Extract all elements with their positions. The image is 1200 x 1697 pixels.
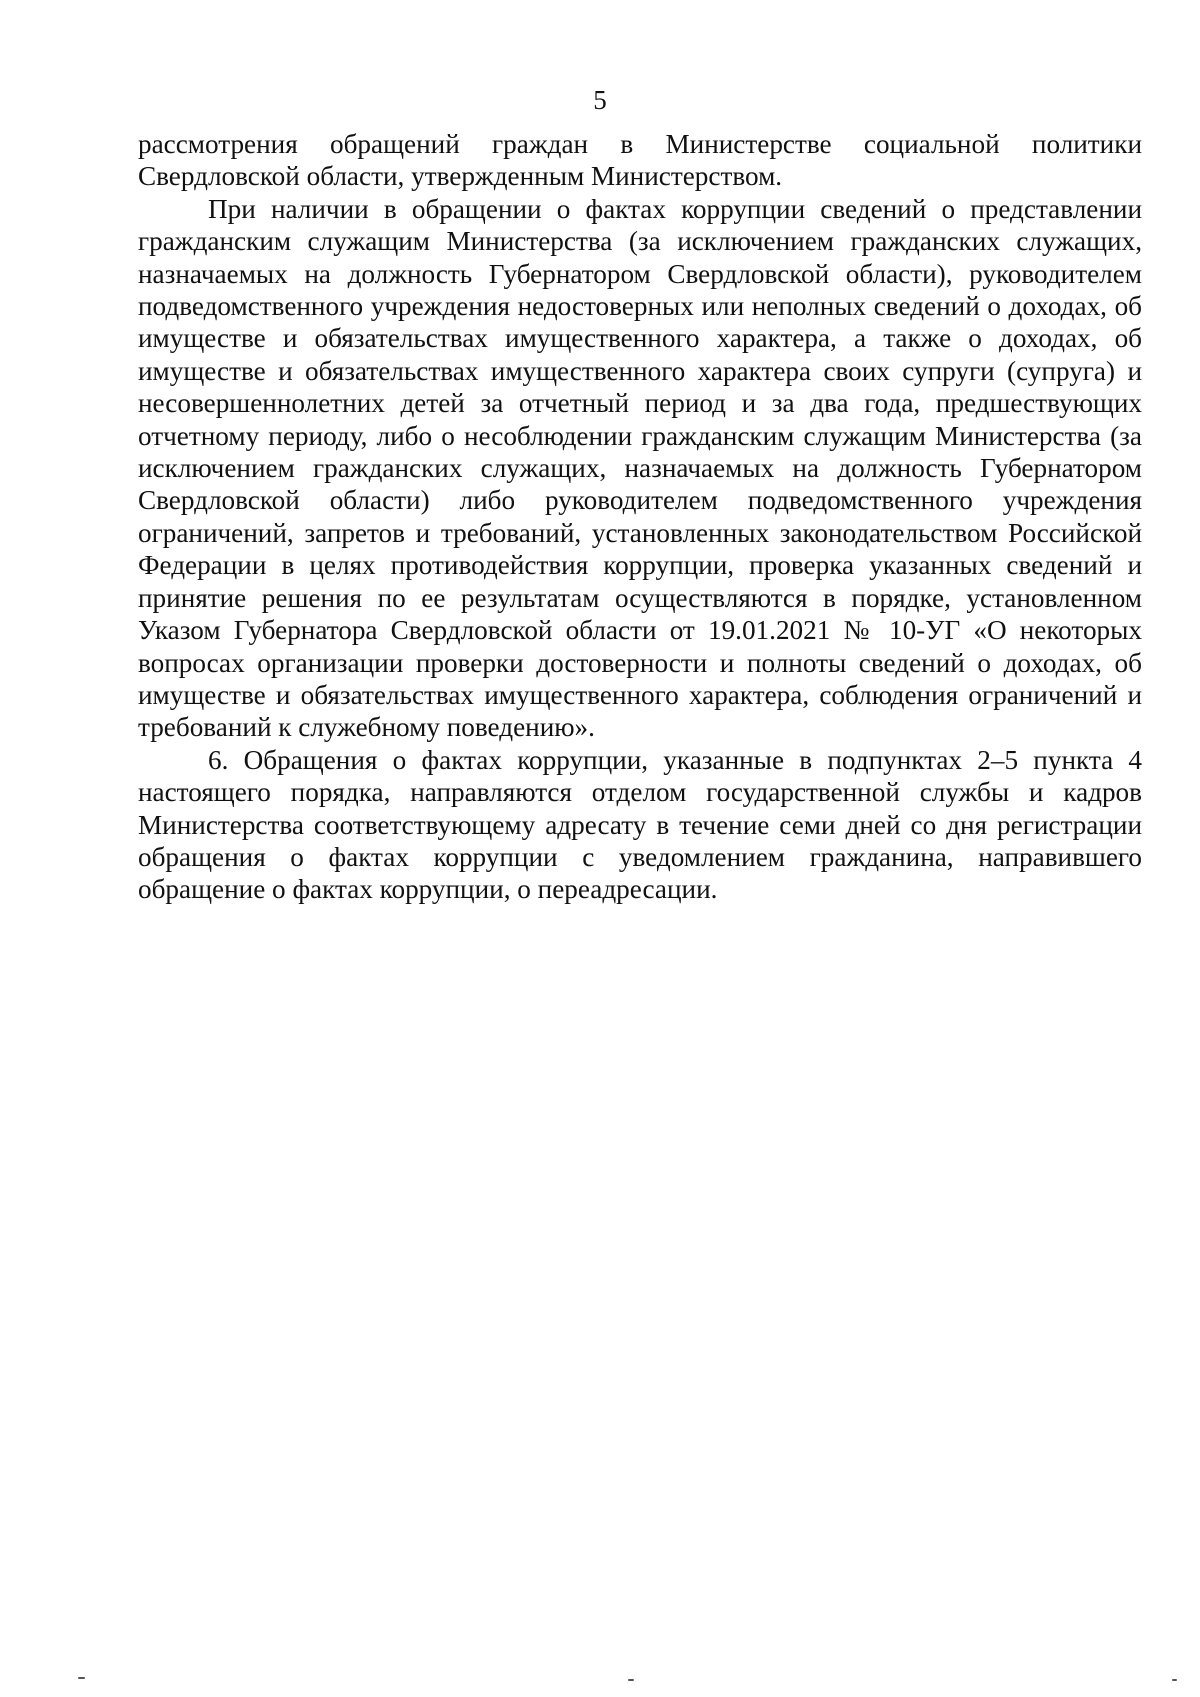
scan-speck (1172, 1679, 1177, 1681)
page-number: 5 (593, 85, 607, 115)
scan-speck (628, 1679, 634, 1681)
paragraph-item-6: 6. Обращения о фактах коррупции, указанные в подпунктах 2–5 пункта 4 настоящего порядка, направляются отделом государственной службы и кадров Министерства соответствующему адресату в течение семи дней со дня регистрации обращения о фактах коррупции с уведомлением гражданина, направившего обращение о фактах коррупции, о переадресации. (138, 744, 1142, 905)
paragraph-corruption-verification: При наличии в обращении о фактах коррупции сведений о представлении гражданским служащим Министерства (за исключением гражданских служащих, назначаемых на должность Губернатором Свердловской области), руководителем подведомственного учреждения недостоверных или неполных сведений о доходах, об имуществе и обязательствах имущественного характера, а также о доходах, об имуществе и обязательствах имущественного характера своих супруги (супруга) и несовершеннолетних детей за отчетный период и за два года, предшествующих отчетному периоду, либо о несоблюдении гражданским служащим Министерства (за исключением гражданских служащих, назначаемых на должность Губернатором Свердловской области) либо руководителем подведомственного учреждения ограничений, запретов и требований, установленных законодательством Российской Федерации в целях противодействия коррупции, проверка указанных сведений и принятие решения по ее результатам осуществляются в порядке, установленном Указом Губернатора Свердловской области от 19.01.2021 № 10-УГ «О некоторых вопросах организации проверки достоверности и полноты сведений о доходах, об имуществе и обязательствах имущественного характера, соблюдения ограничений и требований к служебному поведению». (138, 193, 1142, 743)
scan-speck (78, 1677, 85, 1679)
document-body (138, 128, 1142, 906)
paragraph-continuation: рассмотрения обращений граждан в Министерстве социальной политики Свердловской области, утвержденным Министерством. (138, 129, 1142, 192)
